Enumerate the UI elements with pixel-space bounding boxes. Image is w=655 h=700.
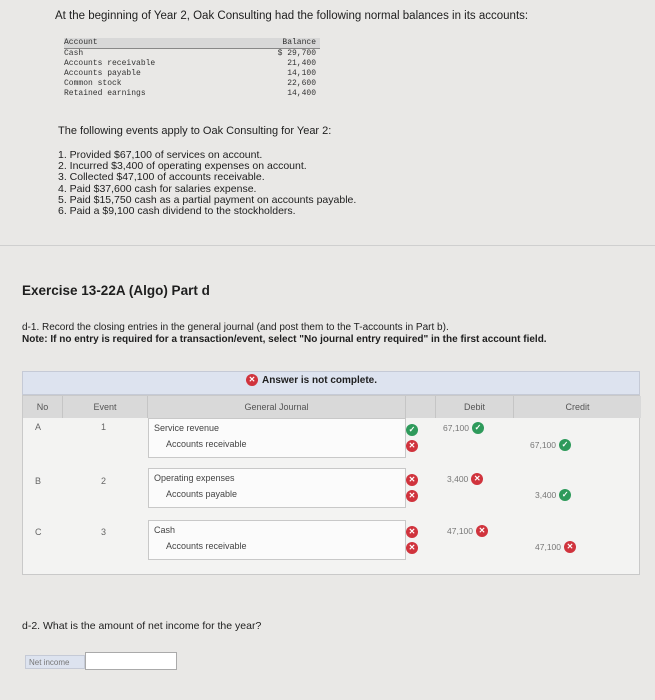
x-circle-icon: ✕ <box>476 525 488 537</box>
check-circle-icon: ✓ <box>559 439 571 451</box>
intro-text: At the beginning of Year 2, Oak Consulting had the following normal balances in its accounts: <box>55 10 529 22</box>
credit-account-field[interactable]: Accounts receivable <box>166 541 247 551</box>
credit-amount: 3,400 <box>535 490 557 500</box>
debit-amount: 3,400 <box>447 474 469 484</box>
x-circle-icon: ✕ <box>564 541 576 553</box>
list-item: 4. Paid $37,600 cash for salaries expense. <box>58 182 257 195</box>
check-circle-icon: ✓ <box>406 424 418 436</box>
x-circle-icon: ✕ <box>471 473 483 485</box>
row-event: 1 <box>101 422 107 432</box>
list-item: 3. Collected $47,100 of accounts receivable. <box>58 171 265 184</box>
account-name: Retained earnings <box>64 89 146 98</box>
row-no: A <box>35 422 42 432</box>
row-no: B <box>35 476 42 486</box>
table-row <box>64 79 320 89</box>
list-item: 5. Paid $15,750 cash as a partial payment on accounts payable. <box>58 193 357 206</box>
account-balance: 21,400 <box>287 59 316 68</box>
row-no: C <box>35 527 42 537</box>
instructions <box>22 322 547 346</box>
credit-amount-field[interactable] <box>535 541 576 553</box>
row-event: 3 <box>101 527 107 537</box>
table-row <box>64 89 320 99</box>
debit-account-field[interactable]: Operating expenses <box>154 473 235 483</box>
table-row <box>64 49 320 59</box>
instruction-note: Note: If no entry is required for a transaction/event, select "No journal entry required" in the first account field. <box>22 334 547 345</box>
credit-amount: 47,100 <box>535 542 561 552</box>
header-event: Event <box>63 396 148 418</box>
x-circle-icon: ✕ <box>406 542 418 554</box>
journal-table <box>22 395 640 575</box>
x-circle-icon: ✕ <box>406 490 418 502</box>
credit-amount: 67,100 <box>530 440 556 450</box>
header-debit: Debit <box>436 396 514 418</box>
x-circle-icon: ✕ <box>406 440 418 452</box>
x-circle-icon: ✕ <box>246 374 258 386</box>
credit-account-field[interactable]: Accounts payable <box>166 489 238 499</box>
answer-status-text: Answer is not complete. <box>262 374 378 386</box>
list-item: 1. Provided $67,100 of services on account. <box>58 149 263 161</box>
events-intro: The following events apply to Oak Consulting for Year 2: <box>58 125 332 137</box>
account-name: Accounts receivable <box>64 59 156 68</box>
net-income-label: Net income <box>25 655 85 669</box>
account-balance: 14,100 <box>287 69 316 78</box>
row-event: 2 <box>101 476 107 486</box>
list-item: 6. Paid a $9,100 cash dividend to the stockholders. <box>58 205 296 218</box>
header-general-journal: General Journal <box>148 396 406 418</box>
header-credit: Credit <box>514 396 641 418</box>
header-spacer <box>406 396 436 418</box>
account-name: Cash <box>64 49 84 58</box>
account-balance: $ 29,700 <box>277 49 316 58</box>
account-name: Accounts payable <box>64 69 141 78</box>
header-no: No <box>23 396 63 418</box>
credit-amount-field[interactable] <box>535 489 571 501</box>
debit-amount-field[interactable] <box>447 525 488 537</box>
x-circle-icon: ✕ <box>406 474 418 486</box>
answer-status <box>246 374 377 386</box>
x-circle-icon: ✕ <box>406 526 418 538</box>
debit-account-field[interactable]: Cash <box>154 525 176 535</box>
debit-amount: 67,100 <box>443 423 469 433</box>
debit-amount: 47,100 <box>447 526 473 536</box>
check-circle-icon: ✓ <box>559 489 571 501</box>
table-row <box>64 69 320 79</box>
d2-question: d-2. What is the amount of net income for the year? <box>22 620 262 632</box>
account-balance: 22,600 <box>287 79 316 88</box>
net-income-input[interactable] <box>85 652 177 670</box>
check-circle-icon: ✓ <box>472 422 484 434</box>
balance-table-header <box>64 38 320 49</box>
header-balance: Balance <box>282 38 316 47</box>
credit-account-field[interactable]: Accounts receivable <box>166 439 247 449</box>
debit-account-field[interactable]: Service revenue <box>154 423 220 433</box>
balance-table <box>64 38 320 99</box>
header-account: Account <box>64 38 98 47</box>
list-item: 2. Incurred $3,400 of operating expenses on account. <box>58 160 307 173</box>
journal-entry-cell <box>148 520 406 560</box>
instruction-line: d-1. Record the closing entries in the general journal (and post them to the T-accounts in Part b). <box>22 322 449 333</box>
debit-amount-field[interactable] <box>443 422 484 434</box>
credit-amount-field[interactable] <box>530 439 571 451</box>
account-balance: 14,400 <box>287 89 316 98</box>
events-list <box>58 150 356 217</box>
exercise-title: Exercise 13-22A (Algo) Part d <box>22 283 210 298</box>
table-row <box>64 59 320 69</box>
debit-amount-field[interactable] <box>447 473 483 485</box>
section-divider <box>0 245 655 246</box>
account-name: Common stock <box>64 79 122 88</box>
